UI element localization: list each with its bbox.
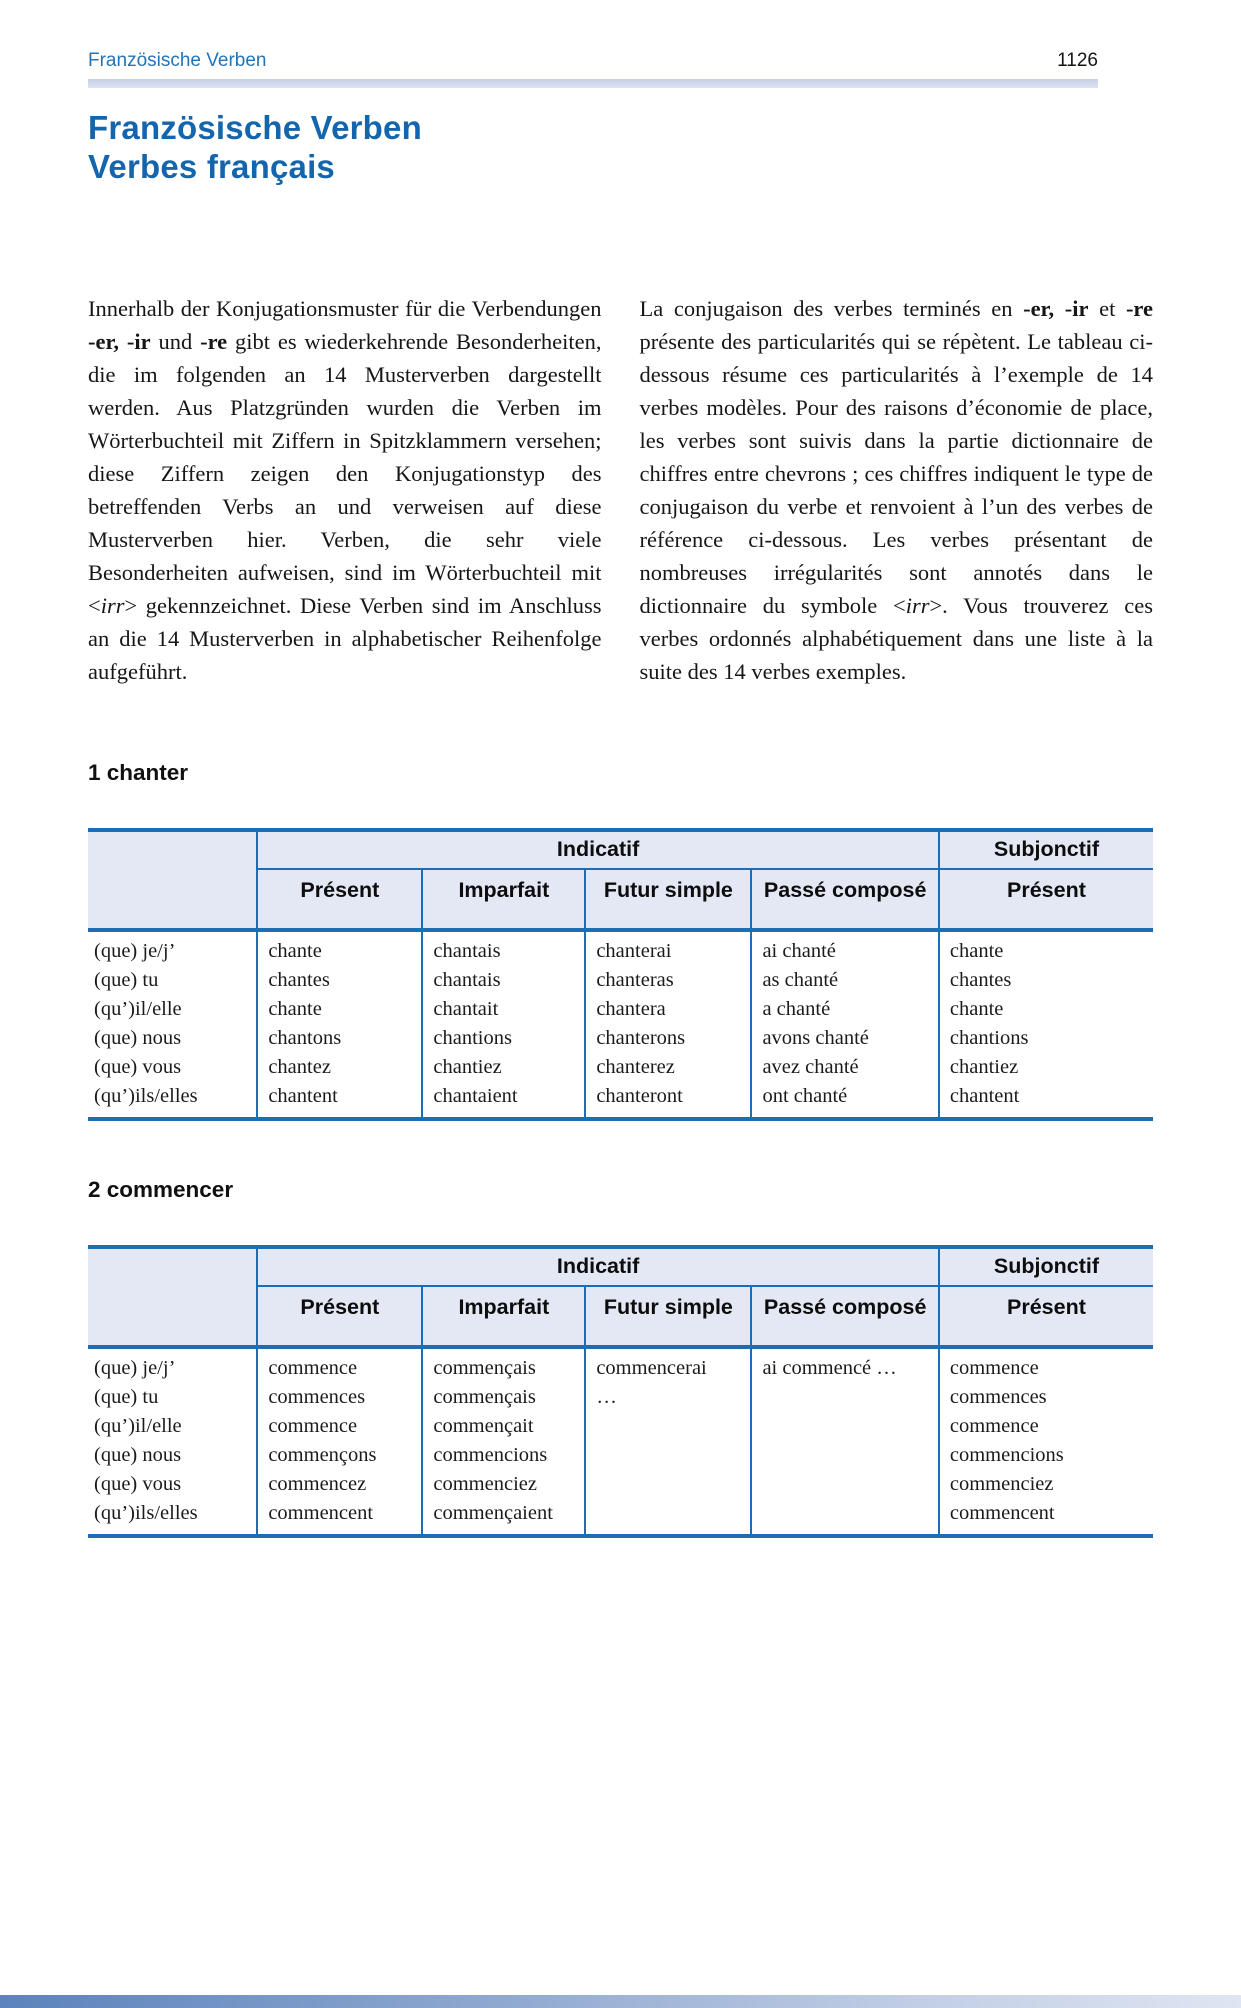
conjugation-cell: chantais [422, 930, 585, 966]
conjugation-cell [751, 1441, 938, 1470]
conjugation-cell: chantons [257, 1024, 422, 1053]
conjugation-table [88, 828, 1153, 1121]
corner-cell [88, 1247, 257, 1347]
pronoun-label: (que) vous [94, 1473, 182, 1495]
conjugation-cell: commençons [257, 1441, 422, 1470]
conjugation-cell: chanteront [585, 1082, 751, 1119]
text-segment: La conjugaison des verbes terminés en [639, 296, 1024, 321]
intro-columns [88, 292, 1153, 688]
conjugation-cell: chantions [939, 1024, 1153, 1053]
column-header: Futur simple [585, 1286, 751, 1347]
column-header: Présent [939, 1286, 1153, 1347]
conjugation-cell: commençait [422, 1412, 585, 1441]
conjugation-cell: chantes [257, 966, 422, 995]
bold-text: -ir [126, 329, 151, 354]
group-header-indicatif: Indicatif [257, 1247, 939, 1286]
conjugation-cell: chantait [422, 995, 585, 1024]
text-segment: Innerhalb der Konjugationsmuster für die Verbendungen [88, 296, 602, 321]
conjugation-cell: chantent [939, 1082, 1153, 1119]
pronoun-label: (que) vous [94, 1056, 182, 1078]
table-row [88, 966, 1153, 995]
pronoun-label: (que) tu [94, 969, 159, 991]
conjugation-cell: chantions [422, 1024, 585, 1053]
conjugation-cell: commence [939, 1347, 1153, 1383]
conjugation-cell: chantent [257, 1082, 422, 1119]
text-segment: et [1088, 296, 1126, 321]
pronoun-label: (que) nous [94, 1027, 182, 1049]
conjugation-cell: chanterons [585, 1024, 751, 1053]
conjugation-cell: commenciez [939, 1470, 1153, 1499]
conjugation-cell: commences [257, 1383, 422, 1412]
section-heading-commencer: 2 commencer [88, 1177, 234, 1202]
conjugation-cell: commencions [422, 1441, 585, 1470]
conjugation-cell: commençais [422, 1383, 585, 1412]
conjugation-cell: commences [939, 1383, 1153, 1412]
page-title-line2: Verbes français [88, 148, 335, 185]
conjugation-table [88, 1245, 1153, 1538]
pronoun-label: (qu’)il/elle [94, 998, 182, 1020]
bold-text: -re [1125, 296, 1153, 321]
conjugation-cell: chantiez [422, 1053, 585, 1082]
conjugation-cell [751, 1412, 938, 1441]
bold-text: -re [200, 329, 228, 354]
conjugation-cell: commence [939, 1412, 1153, 1441]
conjugation-cell: ai commencé … [751, 1347, 938, 1383]
corner-cell [88, 830, 257, 930]
conjugation-cell: as chanté [751, 966, 938, 995]
text-segment [1054, 296, 1065, 321]
column-header: Présent [257, 1286, 422, 1347]
header-rule [88, 79, 1098, 88]
text-segment: > gekennzeichnet. Diese Verben sind im Anschluss an die 14 Musterverben in alphabetischer Reihenfolge aufgeführt. [88, 593, 602, 684]
intro-german [88, 292, 602, 688]
conjugation-cell: commencent [257, 1499, 422, 1536]
column-header: Imparfait [422, 869, 585, 930]
section-heading-chanter: 1 chanter [88, 760, 189, 785]
conjugation-cell: a chanté [751, 995, 938, 1024]
table-row [88, 1499, 1153, 1536]
column-header: Futur simple [585, 869, 751, 930]
bold-text: -er, [88, 329, 120, 354]
table-row [88, 1347, 1153, 1383]
conjugation-cell: chantaient [422, 1082, 585, 1119]
conjugation-cell [585, 1499, 751, 1536]
conjugation-table-chanter [88, 828, 1153, 1121]
conjugation-cell [585, 1441, 751, 1470]
page-number: 1126 [1057, 50, 1098, 71]
conjugation-table-commencer [88, 1245, 1153, 1538]
page-title-line1: Französische Verben [88, 109, 422, 146]
bold-text: -ir [1064, 296, 1089, 321]
conjugation-cell: commencez [257, 1470, 422, 1499]
table-row [88, 1024, 1153, 1053]
conjugation-cell: chante [939, 930, 1153, 966]
pronoun-label: (que) je/j’ [94, 1357, 176, 1379]
table-row [88, 1470, 1153, 1499]
conjugation-cell: chanteras [585, 966, 751, 995]
conjugation-cell [751, 1383, 938, 1412]
conjugation-cell: chantera [585, 995, 751, 1024]
column-header: Passé composé [751, 869, 938, 930]
pronoun-label: (que) tu [94, 1386, 159, 1408]
column-header: Imparfait [422, 1286, 585, 1347]
conjugation-cell [751, 1470, 938, 1499]
pronoun-label: (qu’)ils/elles [94, 1502, 198, 1524]
conjugation-cell: avons chanté [751, 1024, 938, 1053]
italic-text: irr [905, 593, 930, 618]
conjugation-cell: commençaient [422, 1499, 585, 1536]
page-title [88, 108, 1153, 186]
running-head-title: Französische Verben [88, 50, 267, 71]
text-segment: und [150, 329, 201, 354]
column-header: Présent [257, 869, 422, 930]
conjugation-cell: chantes [939, 966, 1153, 995]
conjugation-cell: commençais [422, 1347, 585, 1383]
italic-text: irr [100, 593, 125, 618]
pronoun-label: (que) nous [94, 1444, 182, 1466]
group-header-subjonctif: Subjonctif [939, 1247, 1153, 1286]
conjugation-cell: commence [257, 1347, 422, 1383]
table-row [88, 1412, 1153, 1441]
conjugation-cell: chante [939, 995, 1153, 1024]
text-segment: présente des particularités qui se répètent. Le tableau ci-dessous résume ces particularités à l’exemple de 14 verbes modèles. Pour des raisons d’économie de place, les verbes sont suivis dans la partie dictionnaire de chiffres entre chevrons ; ces chiffres indiquent le type de conjugaison du verbe et renvoient à l’un des verbes de référence ci-dessous. Les verbes présentant de nombreuses irrégularités sont annotés dans le dictionnaire du symbole < [639, 329, 1153, 618]
conjugation-cell: chante [257, 995, 422, 1024]
conjugation-cell: ai chanté [751, 930, 938, 966]
text-segment: gibt es wiederkehrende Besonderheiten, die im folgenden an 14 Musterverben dargestellt werden. Aus Platzgründen wurden die Verben im Wörterbuchteil mit Ziffern in Spitzklammern versehen; diese Ziffern zeigen den Konjugationstyp des betreffenden Verbs an und verweisen auf diese Musterverben hier. Verben, die sehr viele Besonderheiten aufweisen, sind im Wörterbuchteil mit < [88, 329, 602, 618]
conjugation-cell: avez chanté [751, 1053, 938, 1082]
conjugation-cell: commencerai [585, 1347, 751, 1383]
table-row [88, 1082, 1153, 1119]
conjugation-cell: commence [257, 1412, 422, 1441]
column-header: Passé composé [751, 1286, 938, 1347]
conjugation-cell: commencent [939, 1499, 1153, 1536]
footer-rule [0, 1995, 1241, 2008]
conjugation-cell: chantais [422, 966, 585, 995]
conjugation-cell [585, 1412, 751, 1441]
conjugation-cell [585, 1470, 751, 1499]
conjugation-cell: commenciez [422, 1470, 585, 1499]
table-row [88, 1053, 1153, 1082]
group-header-indicatif: Indicatif [257, 830, 939, 869]
column-header: Présent [939, 869, 1153, 930]
bold-text: -er, [1023, 296, 1055, 321]
table-row [88, 1441, 1153, 1470]
text-segment [119, 329, 127, 354]
conjugation-cell: chanterai [585, 930, 751, 966]
pronoun-label: (qu’)ils/elles [94, 1085, 198, 1107]
table-row [88, 1383, 1153, 1412]
running-header [88, 0, 1098, 72]
intro-french [640, 292, 1154, 688]
conjugation-cell: chanterez [585, 1053, 751, 1082]
table-row [88, 930, 1153, 966]
conjugation-cell: ont chanté [751, 1082, 938, 1119]
conjugation-cell: chantez [257, 1053, 422, 1082]
table-row [88, 995, 1153, 1024]
conjugation-cell: chante [257, 930, 422, 966]
conjugation-cell: … [585, 1383, 751, 1412]
pronoun-label: (que) je/j’ [94, 940, 176, 962]
conjugation-cell: chantiez [939, 1053, 1153, 1082]
conjugation-cell: commencions [939, 1441, 1153, 1470]
group-header-subjonctif: Subjonctif [939, 830, 1153, 869]
text-segment: >. Vous trouverez ces verbes ordonnés alphabétiquement dans une liste à la suite des 14 verbes exemples. [639, 593, 1153, 684]
conjugation-cell [751, 1499, 938, 1536]
pronoun-label: (qu’)il/elle [94, 1415, 182, 1437]
